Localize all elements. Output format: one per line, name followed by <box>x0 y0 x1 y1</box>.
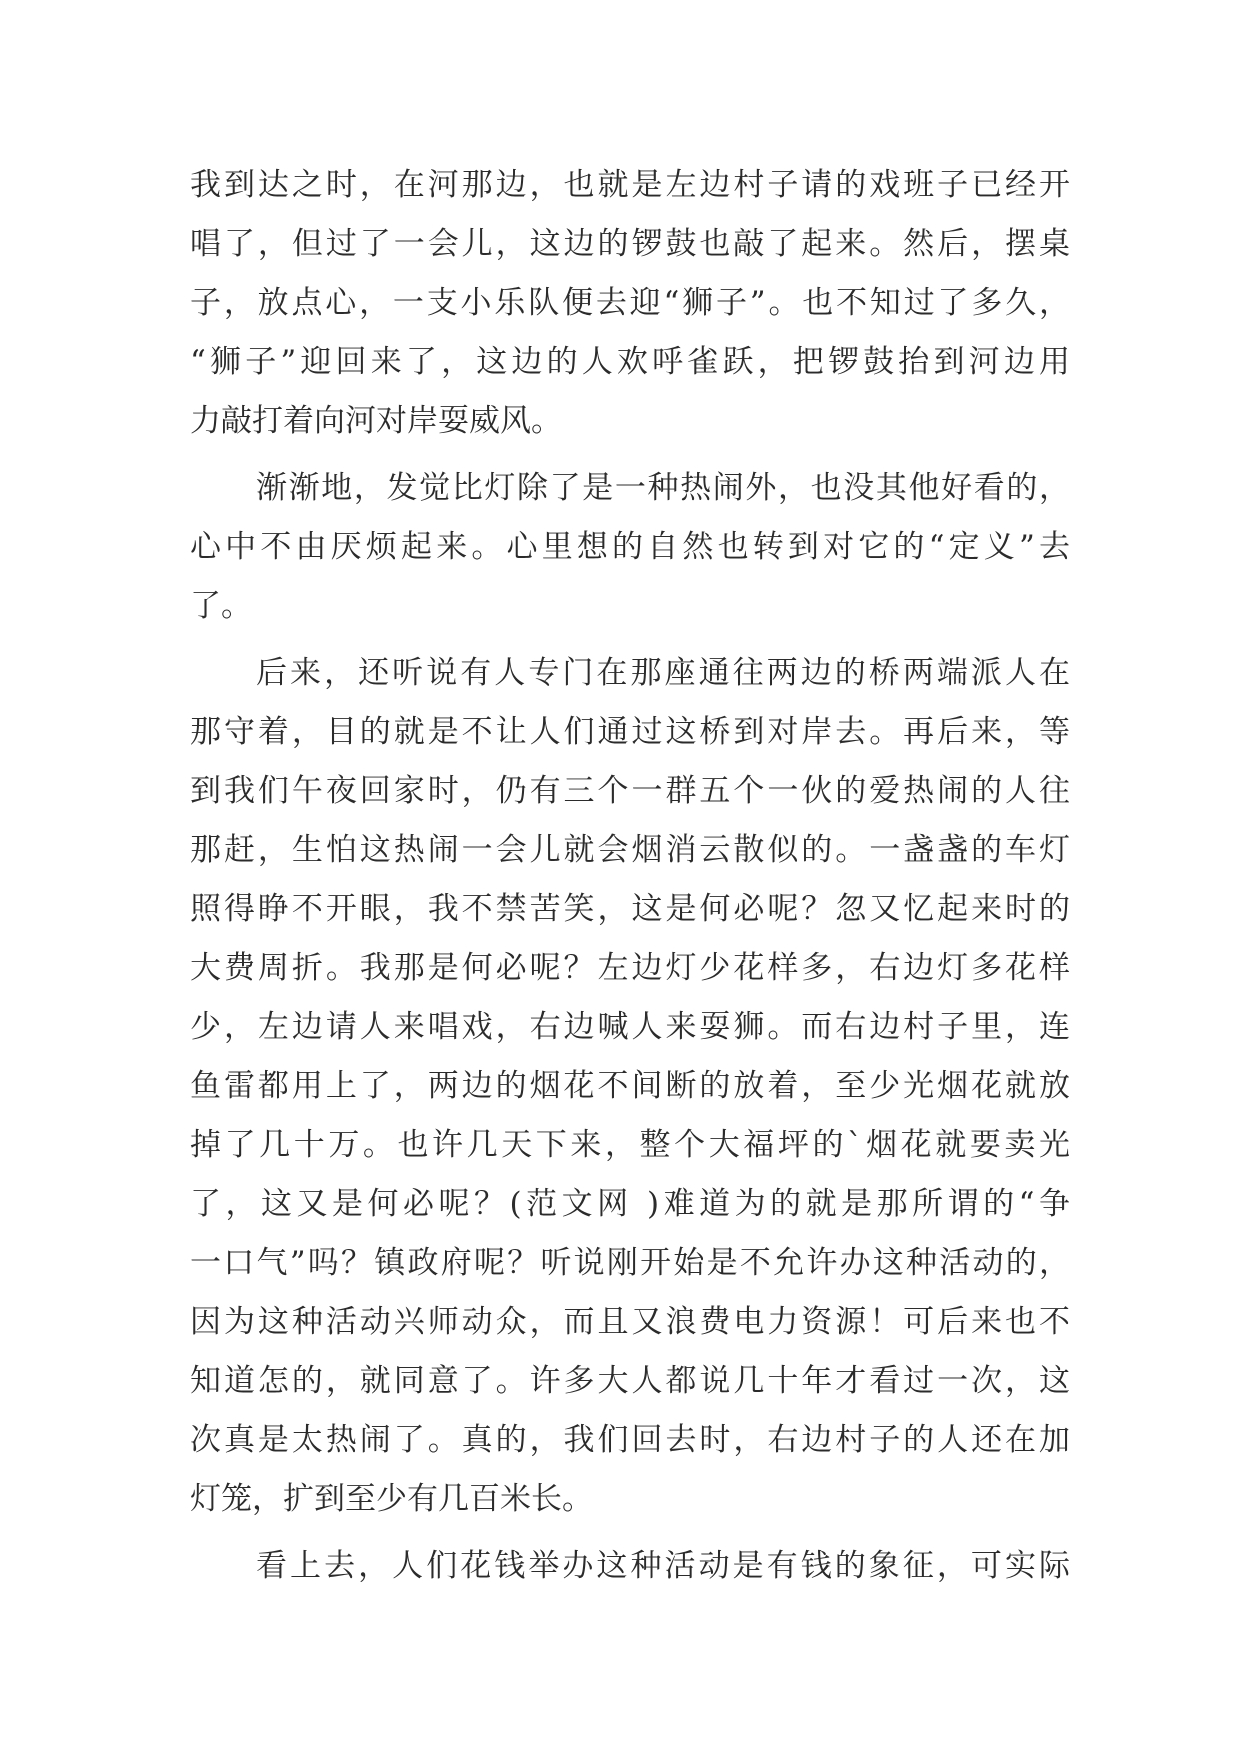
text-line: 我到达之时，在河那边，也就是左边村子请的戏班子已经开 <box>190 167 1070 203</box>
paragraph-gap <box>190 636 1070 644</box>
text-line: 次真是太热闹了。真的，我们回去时，右边村子的人还在加 <box>190 1422 1070 1458</box>
text-line: 照得睁不开眼，我不禁苦笑，这是何必呢？忽又忆起来时的 <box>190 891 1070 927</box>
article-body <box>190 156 1070 1596</box>
text-line: 那守着，目的就是不让人们通过这桥到对岸去。再后来，等 <box>190 714 1070 750</box>
text-line: 了。 <box>190 588 252 624</box>
text-line: 大费周折。我那是何必呢？左边灯少花样多，右边灯多花样 <box>190 950 1070 986</box>
text-line: 灯笼，扩到至少有几百米长。 <box>190 1481 593 1517</box>
text-line: 后来，还听说有人专门在那座通往两边的桥两端派人在 <box>256 655 1070 691</box>
paragraph-gap <box>190 1529 1070 1537</box>
text-line: 少，左边请人来唱戏，右边喊人来耍狮。而右边村子里，连 <box>190 1009 1070 1045</box>
text-line: 力敲打着向河对岸耍威风。 <box>190 403 562 439</box>
text-line: 渐渐地，发觉比灯除了是一种热闹外，也没其他好看的， <box>256 470 1070 506</box>
paragraph-gap <box>190 451 1070 459</box>
text-line: 掉了几十万。也许几天下来，整个大福坪的`烟花就要卖光 <box>190 1127 1070 1163</box>
text-line: 鱼雷都用上了，两边的烟花不间断的放着，至少光烟花就放 <box>190 1068 1070 1104</box>
text-line: 因为这种活动兴师动众，而且又浪费电力资源！可后来也不 <box>190 1304 1070 1340</box>
text-line: 知道怎的，就同意了。许多大人都说几十年才看过一次，这 <box>190 1363 1070 1399</box>
text-line: 那赶，生怕这热闹一会儿就会烟消云散似的。一盏盏的车灯 <box>190 832 1070 868</box>
text-line: 了，这又是何必呢？(范文网 )难道为的就是那所谓的“争 <box>190 1186 1070 1222</box>
text-line: 心中不由厌烦起来。心里想的自然也转到对它的“定义”去 <box>190 529 1070 565</box>
text-line: 唱了，但过了一会儿，这边的锣鼓也敲了起来。然后，摆桌 <box>190 226 1070 262</box>
text-line: 到我们午夜回家时，仍有三个一群五个一伙的爱热闹的人往 <box>190 773 1070 809</box>
text-line: 子，放点心，一支小乐队便去迎“狮子”。也不知过了多久， <box>190 285 1070 321</box>
text-line: 一口气”吗？镇政府呢？听说刚开始是不允许办这种活动的， <box>190 1245 1070 1281</box>
text-line: 看上去，人们花钱举办这种活动是有钱的象征，可实际 <box>256 1548 1070 1584</box>
text-line: “狮子”迎回来了，这边的人欢呼雀跃，把锣鼓抬到河边用 <box>190 344 1070 380</box>
